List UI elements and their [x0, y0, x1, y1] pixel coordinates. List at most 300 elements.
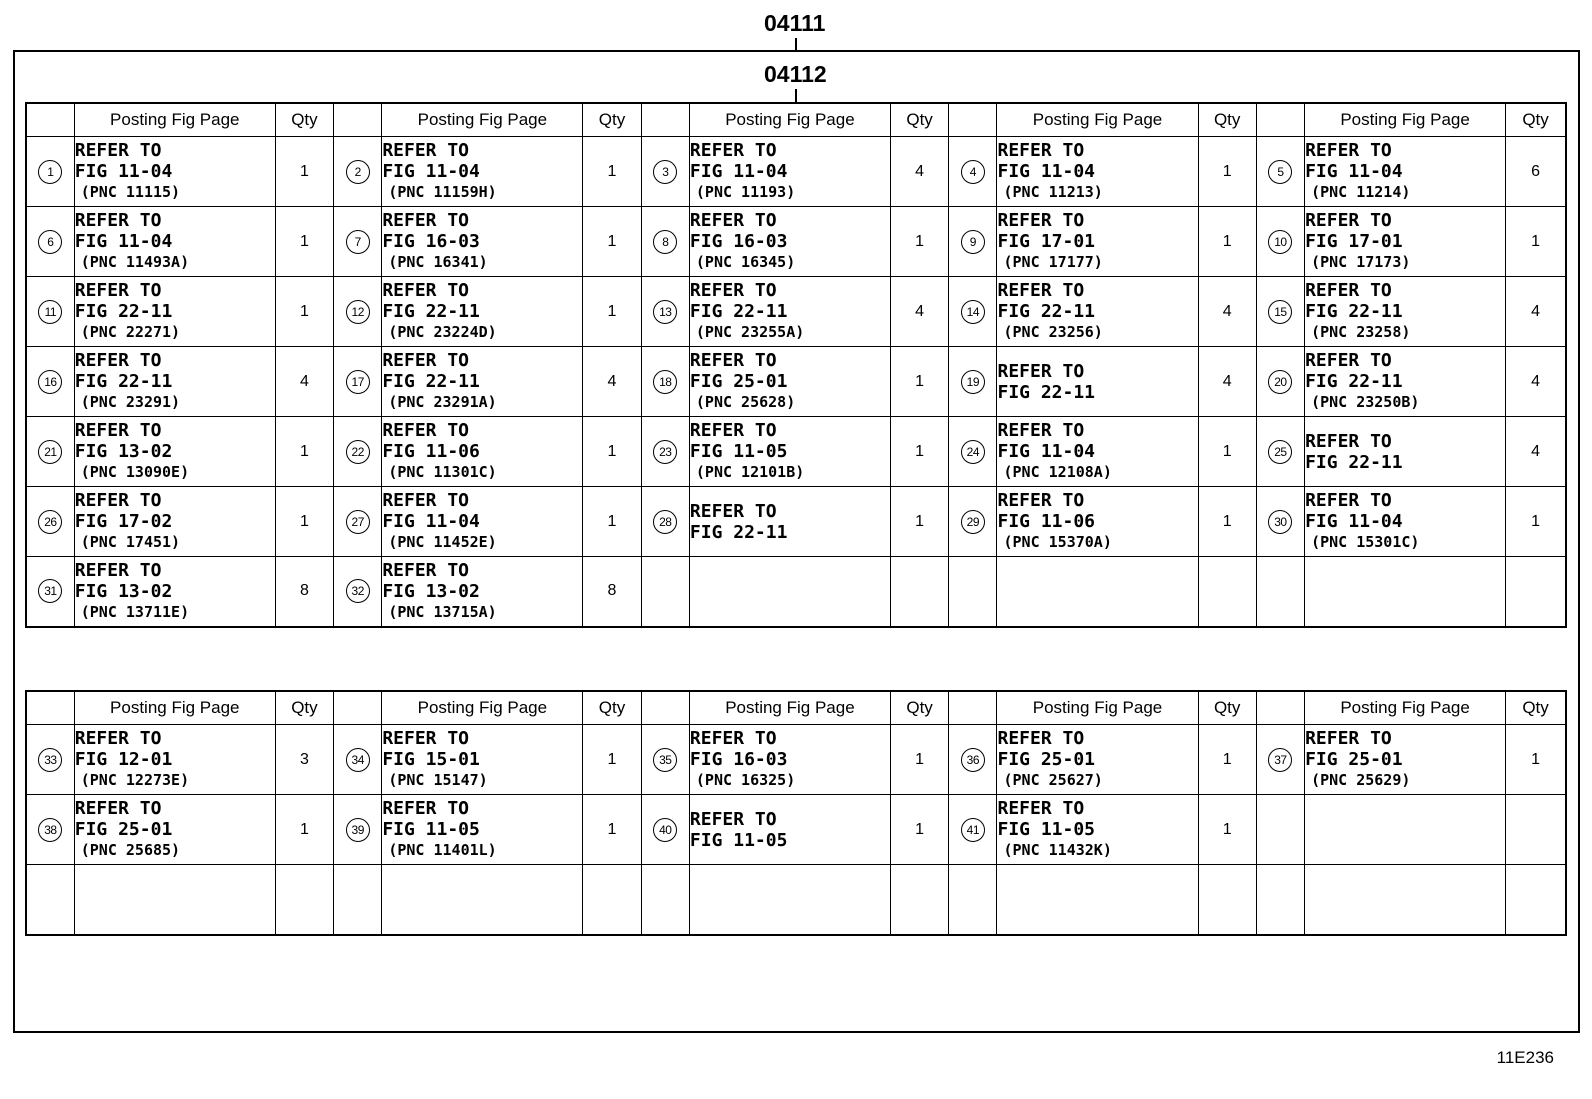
item-number-circle: 6 — [38, 230, 62, 254]
refer-to-text: REFER TO — [689, 808, 777, 830]
item-number-circle: 20 — [1268, 370, 1292, 394]
label-04111: 04111 — [764, 10, 826, 36]
item-number-cell — [26, 347, 74, 417]
item-number-cell — [949, 417, 997, 487]
reference-cell — [74, 207, 275, 277]
fig-page-text: FIG 22-11 — [997, 381, 1096, 403]
item-number-circle: 27 — [346, 510, 370, 534]
table-row — [26, 417, 1566, 487]
pnc-text: (PNC 25629) — [1311, 771, 1411, 789]
fig-page-text: FIG 22-11 — [1305, 371, 1403, 392]
table-row — [26, 347, 1566, 417]
qty-cell: 1 — [275, 795, 333, 865]
pnc-text: (PNC 15370A) — [1003, 533, 1112, 551]
item-number-cell — [641, 865, 689, 935]
item-number-circle: 11 — [38, 300, 62, 324]
refer-to-text: REFER TO — [382, 728, 470, 749]
item-number-cell — [1256, 207, 1304, 277]
item-number-cell — [26, 725, 74, 795]
item-number-circle: 19 — [961, 370, 985, 394]
item-number-circle: 2 — [346, 160, 370, 184]
refer-to-text: REFER TO — [1305, 140, 1392, 161]
qty-cell: 1 — [890, 417, 948, 487]
item-number-cell — [26, 277, 74, 347]
fig-page-text: FIG 22-11 — [997, 301, 1096, 322]
pnc-text: (PNC 23258) — [1311, 323, 1411, 341]
item-number-cell — [1256, 417, 1304, 487]
header-blank — [334, 691, 382, 725]
reference-cell — [1305, 417, 1506, 487]
header-blank — [641, 691, 689, 725]
reference-cell — [689, 795, 890, 865]
refer-to-text: REFER TO — [689, 280, 777, 301]
fig-page-text: FIG 16-03 — [689, 231, 788, 252]
refer-to-text: REFER TO — [382, 490, 470, 511]
item-number-cell — [949, 725, 997, 795]
reference-cell — [1305, 795, 1506, 865]
refer-to-text: REFER TO — [997, 210, 1085, 231]
header-qty: Qty — [583, 103, 641, 137]
qty-cell: 4 — [583, 347, 641, 417]
qty-cell — [890, 865, 948, 935]
item-number-circle: 24 — [961, 440, 985, 464]
item-number-cell — [641, 277, 689, 347]
item-number-circle: 16 — [38, 370, 62, 394]
reference-cell — [1305, 865, 1506, 935]
reference-cell — [997, 277, 1198, 347]
header-qty: Qty — [1506, 103, 1566, 137]
qty-cell: 1 — [275, 207, 333, 277]
reference-cell — [689, 725, 890, 795]
refer-to-text: REFER TO — [74, 728, 162, 749]
qty-cell: 4 — [1198, 277, 1256, 347]
reference-cell — [1305, 207, 1506, 277]
qty-cell: 1 — [583, 487, 641, 557]
reference-cell — [382, 557, 583, 627]
item-number-cell — [334, 795, 382, 865]
qty-cell: 3 — [275, 725, 333, 795]
fig-page-text: FIG 11-04 — [997, 441, 1096, 462]
header-qty: Qty — [1198, 691, 1256, 725]
item-number-cell — [641, 137, 689, 207]
reference-cell — [1305, 725, 1506, 795]
qty-cell: 1 — [890, 487, 948, 557]
refer-to-text: REFER TO — [74, 140, 162, 161]
fig-page-text: FIG 22-11 — [689, 521, 788, 543]
item-number-cell — [1256, 277, 1304, 347]
item-number-cell — [1256, 137, 1304, 207]
qty-cell — [1506, 865, 1566, 935]
pnc-text: (PNC 23255A) — [695, 323, 805, 341]
reference-cell — [1305, 487, 1506, 557]
fig-page-text: FIG 11-05 — [997, 819, 1096, 840]
item-number-cell — [334, 277, 382, 347]
reference-cell — [382, 277, 583, 347]
item-number-cell — [641, 417, 689, 487]
label-04112: 04112 — [764, 61, 827, 87]
item-number-cell — [334, 347, 382, 417]
qty-cell: 1 — [583, 277, 641, 347]
refer-to-text: REFER TO — [997, 140, 1085, 161]
header-qty: Qty — [275, 691, 333, 725]
refer-to-text: REFER TO — [997, 420, 1085, 441]
fig-page-text: FIG 11-04 — [382, 511, 480, 532]
refer-to-text: REFER TO — [74, 559, 162, 581]
fig-page-text: FIG 16-03 — [382, 231, 480, 252]
item-number-cell — [949, 347, 997, 417]
header-posting-fig-page: Posting Fig Page — [997, 103, 1198, 137]
qty-cell: 4 — [1506, 347, 1566, 417]
header-posting-fig-page: Posting Fig Page — [689, 103, 890, 137]
item-number-cell — [641, 557, 689, 627]
reference-cell — [382, 487, 583, 557]
item-number-cell — [26, 417, 74, 487]
pnc-text: (PNC 12273E) — [80, 771, 190, 789]
refer-to-text: REFER TO — [689, 350, 777, 371]
refer-to-text: REFER TO — [1305, 350, 1392, 371]
refer-to-text: REFER TO — [689, 140, 777, 161]
header-blank — [334, 103, 382, 137]
qty-cell: 1 — [583, 207, 641, 277]
qty-cell — [583, 865, 641, 935]
pnc-text: (PNC 17173) — [1311, 253, 1411, 271]
pnc-text: (PNC 15147) — [388, 771, 488, 789]
qty-cell: 1 — [275, 417, 333, 487]
reference-cell — [689, 207, 890, 277]
reference-cell — [997, 137, 1198, 207]
pnc-text: (PNC 22271) — [80, 323, 181, 341]
qty-cell: 1 — [890, 207, 948, 277]
pnc-text: (PNC 17177) — [1003, 253, 1103, 271]
reference-cell — [74, 347, 275, 417]
fig-page-text: FIG 12-01 — [74, 749, 173, 770]
refer-to-text: REFER TO — [689, 210, 777, 231]
pnc-text: (PNC 13090E) — [80, 463, 190, 481]
reference-cell — [382, 417, 583, 487]
header-row — [26, 691, 1566, 725]
item-number-circle: 37 — [1268, 748, 1292, 772]
item-number-circle: 14 — [961, 300, 985, 324]
qty-cell: 1 — [1198, 417, 1256, 487]
item-number-cell — [1256, 347, 1304, 417]
refer-to-text: REFER TO — [74, 490, 162, 511]
item-number-cell — [641, 725, 689, 795]
refer-to-text: REFER TO — [997, 490, 1085, 511]
reference-cell — [382, 347, 583, 417]
reference-cell — [689, 865, 890, 935]
item-number-cell — [949, 207, 997, 277]
qty-cell: 4 — [275, 347, 333, 417]
qty-cell: 1 — [1506, 725, 1566, 795]
reference-cell — [74, 557, 275, 627]
header-qty: Qty — [583, 691, 641, 725]
qty-cell: 4 — [1198, 347, 1256, 417]
pnc-text: (PNC 12108A) — [1003, 463, 1112, 481]
fig-page-text: FIG 17-01 — [1305, 231, 1403, 252]
item-number-cell — [26, 487, 74, 557]
pnc-text: (PNC 15301C) — [1311, 533, 1420, 551]
item-number-circle: 34 — [346, 748, 370, 772]
item-number-circle: 5 — [1268, 160, 1292, 184]
item-number-cell — [1256, 487, 1304, 557]
refer-to-text: REFER TO — [689, 500, 777, 522]
reference-cell — [689, 417, 890, 487]
refer-to-text: REFER TO — [1305, 490, 1392, 511]
fig-page-text: FIG 13-02 — [74, 580, 173, 602]
fig-page-text: FIG 25-01 — [997, 749, 1096, 770]
header-posting-fig-page: Posting Fig Page — [382, 103, 583, 137]
item-number-cell — [1256, 865, 1304, 935]
reference-cell — [1305, 137, 1506, 207]
fig-page-text: FIG 17-02 — [74, 511, 173, 532]
reference-cell — [74, 137, 275, 207]
item-number-cell — [26, 795, 74, 865]
fig-page-text: FIG 16-03 — [689, 749, 788, 770]
pnc-text: (PNC 25628) — [695, 393, 796, 411]
fig-page-text: FIG 22-11 — [382, 371, 480, 392]
refer-to-text: REFER TO — [74, 280, 162, 301]
item-number-circle: 31 — [38, 579, 62, 603]
refer-to-text: REFER TO — [74, 350, 162, 371]
item-number-circle: 17 — [346, 370, 370, 394]
table-row — [26, 795, 1566, 865]
item-number-circle: 1 — [38, 160, 62, 184]
fig-page-text: FIG 22-11 — [382, 301, 480, 322]
fig-page-text: FIG 11-04 — [1305, 161, 1403, 182]
qty-cell: 1 — [890, 347, 948, 417]
fig-page-text: FIG 22-11 — [74, 301, 173, 322]
pnc-text: (PNC 11452E) — [388, 533, 497, 551]
pnc-text: (PNC 13711E) — [80, 602, 190, 621]
item-number-circle: 25 — [1268, 440, 1292, 464]
reference-cell — [689, 487, 890, 557]
pnc-text: (PNC 25627) — [1003, 771, 1103, 789]
reference-cell — [382, 795, 583, 865]
item-number-circle: 32 — [346, 579, 370, 603]
item-number-circle: 23 — [653, 440, 677, 464]
header-posting-fig-page: Posting Fig Page — [997, 691, 1198, 725]
header-qty: Qty — [890, 691, 948, 725]
reference-cell — [997, 207, 1198, 277]
qty-cell — [1506, 557, 1566, 627]
item-number-cell — [641, 207, 689, 277]
leader-line-04112 — [795, 89, 797, 102]
fig-page-text: FIG 11-04 — [74, 231, 173, 252]
item-number-cell — [949, 795, 997, 865]
fig-page-text: FIG 11-05 — [382, 819, 480, 840]
item-number-cell — [26, 557, 74, 627]
item-number-circle: 29 — [961, 510, 985, 534]
qty-cell: 1 — [890, 725, 948, 795]
item-number-cell — [641, 347, 689, 417]
pnc-text: (PNC 13715A) — [388, 602, 497, 621]
qty-cell: 1 — [890, 795, 948, 865]
item-number-cell — [334, 725, 382, 795]
fig-page-text: FIG 13-02 — [74, 441, 173, 462]
item-number-cell — [1256, 795, 1304, 865]
qty-cell: 8 — [275, 557, 333, 627]
qty-cell: 1 — [583, 795, 641, 865]
refer-to-text: REFER TO — [382, 140, 470, 161]
table-row — [26, 137, 1566, 207]
pnc-text: (PNC 16345) — [695, 253, 796, 271]
reference-cell — [1305, 347, 1506, 417]
pnc-text: (PNC 11401L) — [388, 841, 497, 859]
qty-cell: 1 — [1198, 487, 1256, 557]
refer-to-text: REFER TO — [74, 798, 162, 819]
reference-cell — [1305, 557, 1506, 627]
pnc-text: (PNC 23291) — [80, 393, 181, 411]
item-number-circle: 30 — [1268, 510, 1292, 534]
qty-cell — [1506, 795, 1566, 865]
header-qty: Qty — [1198, 103, 1256, 137]
parts-table-2 — [25, 690, 1567, 936]
header-row — [26, 103, 1566, 137]
header-posting-fig-page: Posting Fig Page — [382, 691, 583, 725]
item-number-circle: 4 — [961, 160, 985, 184]
fig-page-text: FIG 17-01 — [997, 231, 1096, 252]
reference-cell — [689, 347, 890, 417]
item-number-cell — [334, 137, 382, 207]
qty-cell: 1 — [1198, 795, 1256, 865]
item-number-cell — [949, 137, 997, 207]
reference-cell — [689, 277, 890, 347]
refer-to-text: REFER TO — [997, 728, 1085, 749]
pnc-text: (PNC 11115) — [80, 183, 181, 201]
fig-page-text: FIG 22-11 — [1305, 301, 1403, 322]
header-blank — [1256, 691, 1304, 725]
fig-page-text: FIG 25-01 — [689, 371, 788, 392]
item-number-cell — [949, 487, 997, 557]
header-posting-fig-page: Posting Fig Page — [1305, 691, 1506, 725]
item-number-cell — [26, 865, 74, 935]
fig-page-text: FIG 22-11 — [689, 301, 788, 322]
item-number-circle: 12 — [346, 300, 370, 324]
refer-to-text: REFER TO — [1305, 280, 1392, 301]
qty-cell: 1 — [583, 417, 641, 487]
table-row — [26, 207, 1566, 277]
item-number-cell — [1256, 557, 1304, 627]
qty-cell: 4 — [1506, 417, 1566, 487]
reference-cell — [997, 725, 1198, 795]
reference-cell — [382, 725, 583, 795]
qty-cell: 1 — [1198, 137, 1256, 207]
fig-page-text: FIG 25-01 — [74, 819, 173, 840]
header-posting-fig-page: Posting Fig Page — [74, 691, 275, 725]
qty-cell: 4 — [1506, 277, 1566, 347]
qty-cell: 1 — [1506, 207, 1566, 277]
header-qty: Qty — [275, 103, 333, 137]
item-number-cell — [334, 557, 382, 627]
reference-cell — [997, 865, 1198, 935]
item-number-circle: 15 — [1268, 300, 1292, 324]
pnc-text: (PNC 23250B) — [1311, 393, 1420, 411]
item-number-circle: 9 — [961, 230, 985, 254]
item-number-cell — [1256, 725, 1304, 795]
reference-cell — [74, 277, 275, 347]
qty-cell: 1 — [1198, 207, 1256, 277]
refer-to-text: REFER TO — [689, 728, 777, 749]
item-number-cell — [949, 865, 997, 935]
fig-page-text: FIG 25-01 — [1305, 749, 1403, 770]
pnc-text: (PNC 11301C) — [388, 463, 497, 481]
item-number-circle: 7 — [346, 230, 370, 254]
item-number-circle: 35 — [653, 748, 677, 772]
item-number-circle: 33 — [38, 748, 62, 772]
pnc-text: (PNC 11213) — [1003, 183, 1103, 201]
item-number-circle: 13 — [653, 300, 677, 324]
qty-cell — [1198, 865, 1256, 935]
header-posting-fig-page: Posting Fig Page — [689, 691, 890, 725]
fig-page-text: FIG 13-02 — [382, 580, 480, 602]
reference-cell — [997, 417, 1198, 487]
fig-page-text: FIG 11-04 — [382, 161, 480, 182]
reference-cell — [382, 865, 583, 935]
pnc-text: (PNC 16325) — [695, 771, 796, 789]
qty-cell: 1 — [1198, 725, 1256, 795]
item-number-circle: 41 — [961, 818, 985, 842]
fig-page-text: FIG 11-05 — [689, 441, 788, 462]
item-number-cell — [334, 865, 382, 935]
item-number-circle: 40 — [653, 818, 677, 842]
qty-cell: 4 — [890, 137, 948, 207]
figure-code: 11E236 — [1496, 1048, 1554, 1067]
qty-cell: 6 — [1506, 137, 1566, 207]
reference-cell — [382, 137, 583, 207]
fig-page-text: FIG 11-04 — [997, 161, 1096, 182]
item-number-circle: 18 — [653, 370, 677, 394]
reference-cell — [689, 137, 890, 207]
pnc-text: (PNC 16341) — [388, 253, 488, 271]
table-row — [26, 865, 1566, 935]
header-posting-fig-page: Posting Fig Page — [74, 103, 275, 137]
refer-to-text: REFER TO — [997, 280, 1085, 301]
pnc-text: (PNC 11214) — [1311, 183, 1411, 201]
qty-cell — [1198, 557, 1256, 627]
header-blank — [949, 691, 997, 725]
item-number-circle: 26 — [38, 510, 62, 534]
pnc-text: (PNC 11159H) — [388, 183, 497, 201]
fig-page-text: FIG 15-01 — [382, 749, 480, 770]
table-row — [26, 277, 1566, 347]
item-number-circle: 28 — [653, 510, 677, 534]
reference-cell — [997, 557, 1198, 627]
reference-cell — [74, 487, 275, 557]
reference-cell — [689, 557, 890, 627]
qty-cell: 1 — [275, 277, 333, 347]
refer-to-text: REFER TO — [382, 350, 470, 371]
reference-cell — [74, 725, 275, 795]
pnc-text: (PNC 11432K) — [1003, 841, 1112, 859]
item-number-cell — [949, 557, 997, 627]
header-blank — [26, 691, 74, 725]
refer-to-text: REFER TO — [997, 360, 1085, 382]
pnc-text: (PNC 12101B) — [695, 463, 805, 481]
item-number-circle: 38 — [38, 818, 62, 842]
qty-cell: 1 — [583, 725, 641, 795]
refer-to-text: REFER TO — [382, 798, 470, 819]
header-qty: Qty — [1506, 691, 1566, 725]
item-number-circle: 10 — [1268, 230, 1292, 254]
parts-table-1 — [25, 102, 1567, 628]
qty-cell: 1 — [583, 137, 641, 207]
pnc-text: (PNC 11493A) — [80, 253, 190, 271]
qty-cell — [275, 865, 333, 935]
header-blank — [1256, 103, 1304, 137]
refer-to-text: REFER TO — [382, 420, 470, 441]
header-posting-fig-page: Posting Fig Page — [1305, 103, 1506, 137]
qty-cell: 1 — [1506, 487, 1566, 557]
